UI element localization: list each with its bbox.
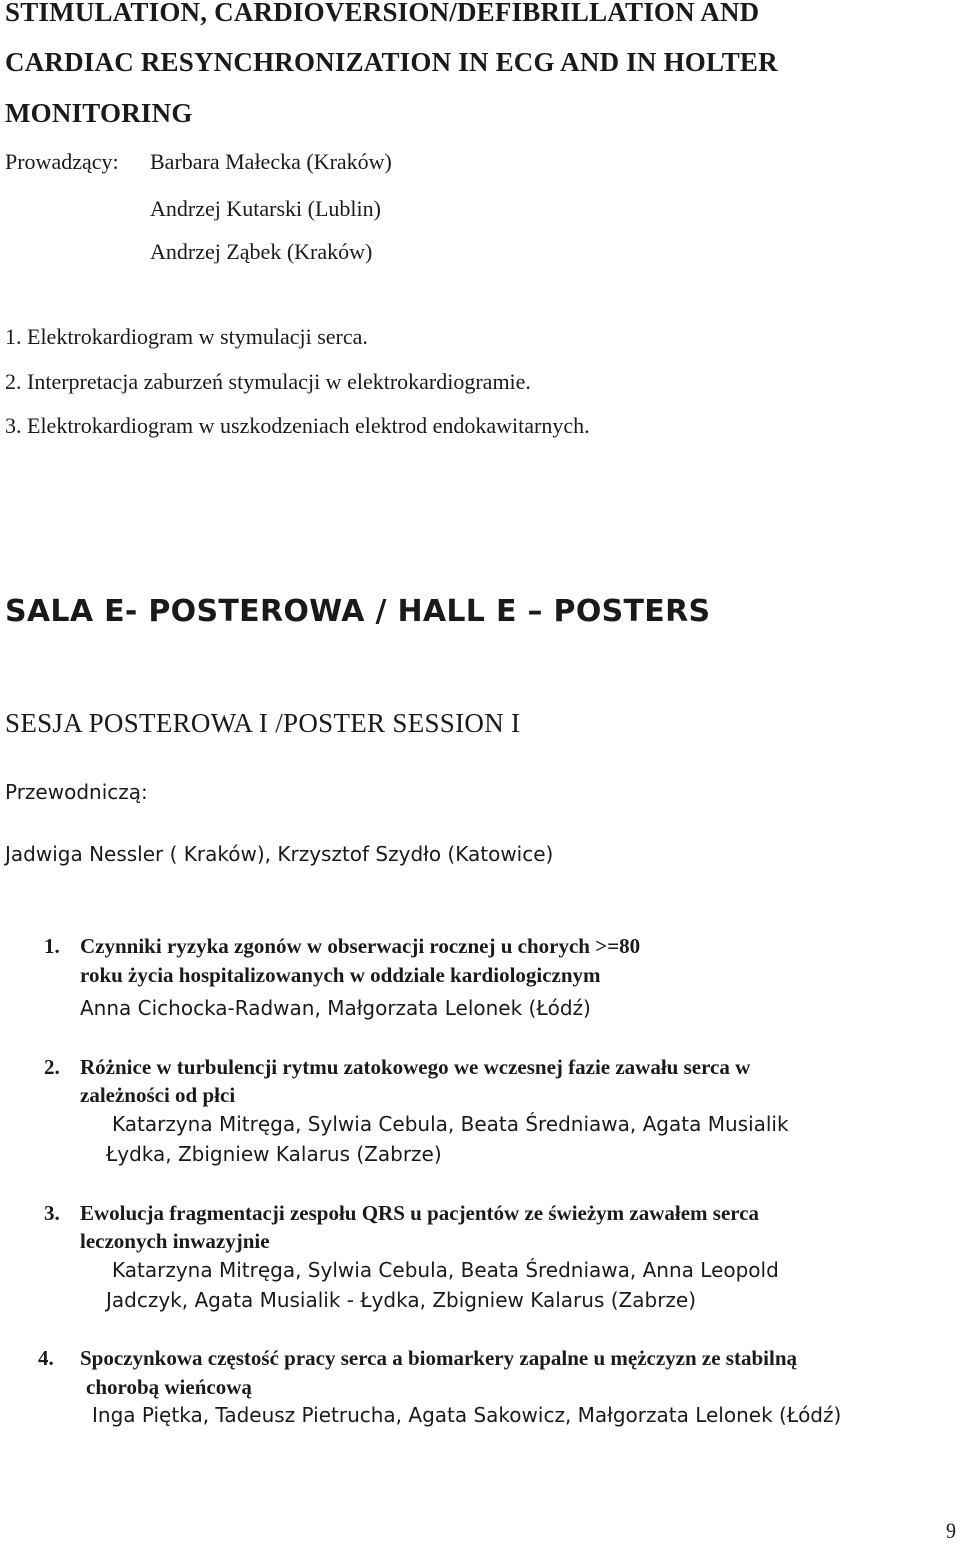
leader-1: Barbara Małecka (Kraków) xyxy=(150,149,392,174)
topic-1: 1. Elektrokardiogram w stymulacji serca. xyxy=(5,324,368,349)
topic-3: 3. Elektrokardiogram w uszkodzeniach elektrod endokawitarnych. xyxy=(5,413,590,438)
chairs-names: Jadwiga Nessler ( Kraków), Krzysztof Szydło (Katowice) xyxy=(5,842,554,866)
leader-3: Andrzej Ząbek (Kraków) xyxy=(150,239,373,264)
leader-2: Andrzej Kutarski (Lublin) xyxy=(150,196,381,221)
poster-3-number: 3. xyxy=(44,1201,60,1225)
poster-3-title-line-1: Ewolucja fragmentacji zespołu QRS u pacjentów ze świeżym zawałem serca xyxy=(80,1201,760,1225)
poster-1-number: 1. xyxy=(44,934,60,958)
chairs-label: Przewodniczą: xyxy=(5,780,148,804)
poster-2-title-line-1: Różnice w turbulencji rytmu zatokowego we wczesnej fazie zawału serca w xyxy=(80,1055,751,1079)
leaders-label: Prowadzący: xyxy=(5,149,119,174)
poster-1-title-line-1: Czynniki ryzyka zgonów w obserwacji rocznej u chorych >=80 xyxy=(80,934,641,958)
poster-3-title-line-2: leczonych inwazyjnie xyxy=(80,1229,270,1253)
poster-1-title-line-2: roku życia hospitalizowanych w oddziale kardiologicznym xyxy=(80,963,601,987)
poster-1-authors: Anna Cichocka-Radwan, Małgorzata Lelonek (Łódź) xyxy=(80,996,591,1020)
poster-4-title-line-1: Spoczynkowa częstość pracy serca a biomarkery zapalne u mężczyzn ze stabilną xyxy=(80,1346,797,1370)
page-number: 9 xyxy=(946,1518,956,1543)
poster-3-authors-line-1: Katarzyna Mitręga, Sylwia Cebula, Beata Średniawa, Anna Leopold xyxy=(112,1258,779,1282)
course-title-line-2: CARDIAC RESYNCHRONIZATION IN ECG AND IN HOLTER xyxy=(5,47,778,77)
poster-4-number: 4. xyxy=(38,1346,54,1370)
poster-2-authors-line-1: Katarzyna Mitręga, Sylwia Cebula, Beata Średniawa, Agata Musialik xyxy=(112,1112,789,1136)
topic-2: 2. Interpretacja zaburzeń stymulacji w elektrokardiogramie. xyxy=(5,369,531,394)
poster-3-authors-line-2: Jadczyk, Agata Musialik - Łydka, Zbigniew Kalarus (Zabrze) xyxy=(106,1288,697,1312)
course-title-line-1: STIMULATION, CARDIOVERSION/DEFIBRILLATION AND xyxy=(5,0,760,27)
hall-heading: SALA E- POSTEROWA / HALL E – POSTERS xyxy=(5,594,711,629)
session-title: SESJA POSTEROWA I /POSTER SESSION I xyxy=(5,708,521,738)
poster-2-authors-line-2: Łydka, Zbigniew Kalarus (Zabrze) xyxy=(106,1142,442,1166)
course-title-line-3: MONITORING xyxy=(5,98,193,128)
poster-4-authors: Inga Piętka, Tadeusz Pietrucha, Agata Sakowicz, Małgorzata Lelonek (Łódź) xyxy=(92,1403,842,1427)
poster-2-number: 2. xyxy=(44,1055,60,1079)
poster-4-title-line-2: chorobą wieńcową xyxy=(86,1375,252,1399)
poster-2-title-line-2: zależności od płci xyxy=(80,1083,236,1107)
